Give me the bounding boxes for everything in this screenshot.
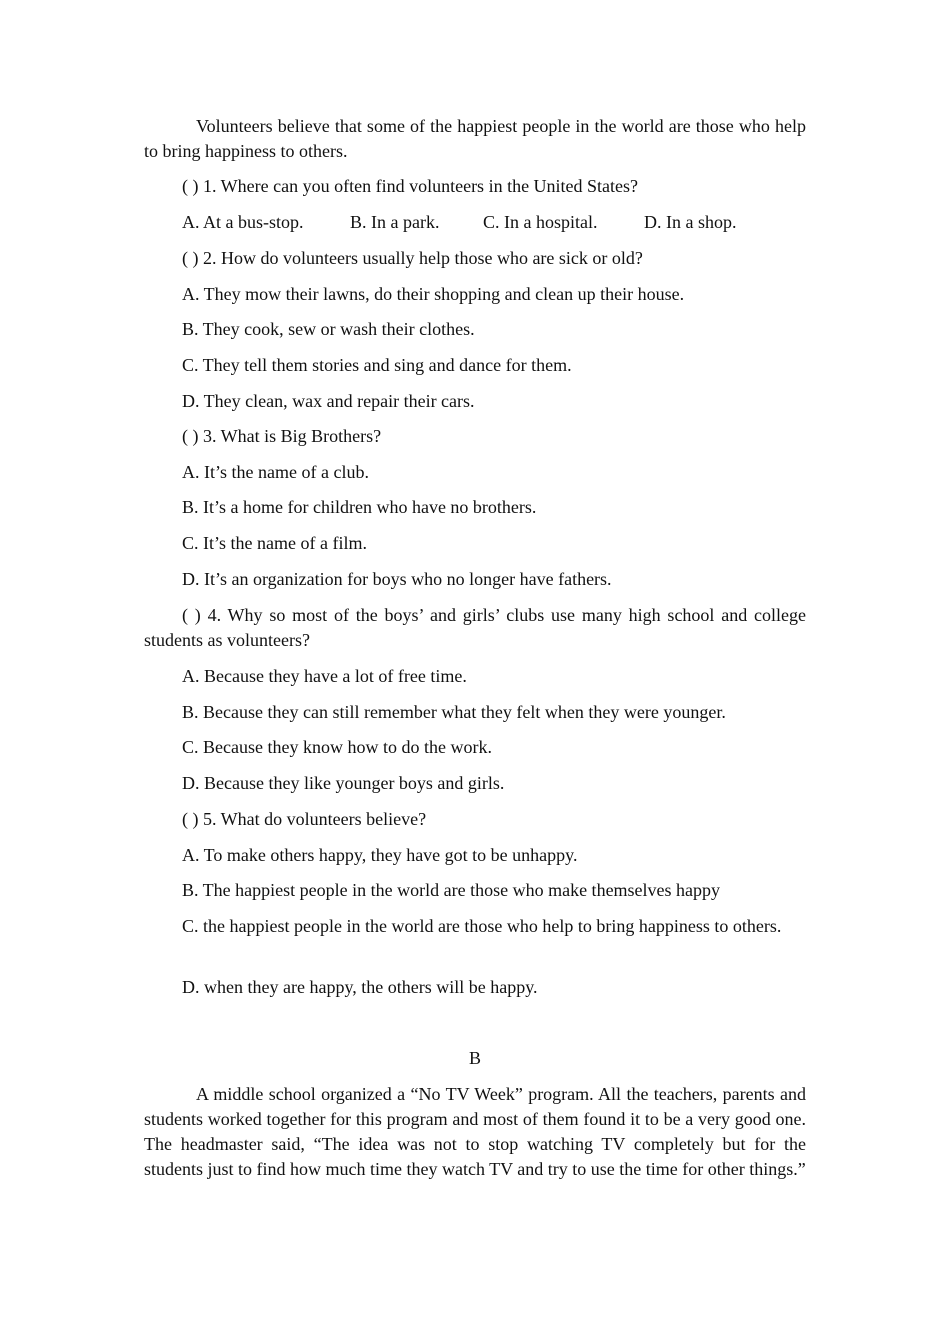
question-3-option-c: C. It’s the name of a film. — [182, 533, 367, 553]
passage-b-paragraph: A middle school organized a “No TV Week” program. All the teachers, parents and students worked together for this program and most of them found it to be a very good one. The headmaster said, “The idea was not to stop watching TV completely but for the students just to find how much time they watch TV and try to use the time for other things.” — [144, 1084, 806, 1179]
question-1-option-c: C. In a hospital. — [483, 212, 598, 232]
question-3-stem: ( ) 3. What is Big Brothers? — [182, 426, 382, 446]
question-5-option-a: A. To make others happy, they have got to be unhappy. — [182, 845, 578, 865]
passage-b-heading: B — [468, 1048, 481, 1068]
question-1-option-a: A. At a bus-stop. — [182, 212, 304, 232]
question-5-stem: ( ) 5. What do volunteers believe? — [182, 809, 427, 829]
question-5-option-c: C. the happiest people in the world are those who help to bring happiness to others. — [182, 916, 782, 936]
passage-a-closing: Volunteers believe that some of the happiest people in the world are those who help to bring happiness to others. — [144, 116, 806, 161]
question-1-option-b: B. In a park. — [350, 212, 440, 232]
question-4-option-a: A. Because they have a lot of free time. — [182, 666, 467, 686]
question-5-option-b: B. The happiest people in the world are those who make themselves happy — [182, 880, 721, 900]
question-2-option-c: C. They tell them stories and sing and dance for them. — [182, 355, 572, 375]
question-4-option-c: C. Because they know how to do the work. — [182, 737, 492, 757]
question-4-option-b: B. Because they can still remember what they felt when they were younger. — [182, 702, 726, 722]
question-2-option-b: B. They cook, sew or wash their clothes. — [182, 319, 475, 339]
question-1-option-d: D. In a shop. — [644, 212, 737, 232]
question-3-option-d: D. It’s an organization for boys who no longer have fathers. — [182, 569, 612, 589]
question-1-stem: ( ) 1. Where can you often find volunteers in the United States? — [182, 176, 639, 196]
question-2-option-d: D. They clean, wax and repair their cars. — [182, 391, 475, 411]
question-3-option-b: B. It’s a home for children who have no brothers. — [182, 497, 537, 517]
question-4-option-d: D. Because they like younger boys and girls. — [182, 773, 505, 793]
question-4-stem: ( ) 4. Why so most of the boys’ and girls’ clubs use many high school and college students as volunteers? — [144, 605, 806, 650]
question-3-option-a: A. It’s the name of a club. — [182, 462, 369, 482]
question-5-option-d: D. when they are happy, the others will be happy. — [182, 977, 538, 997]
question-2-stem: ( ) 2. How do volunteers usually help those who are sick or old? — [182, 248, 643, 268]
question-2-option-a: A. They mow their lawns, do their shopping and clean up their house. — [182, 284, 685, 304]
